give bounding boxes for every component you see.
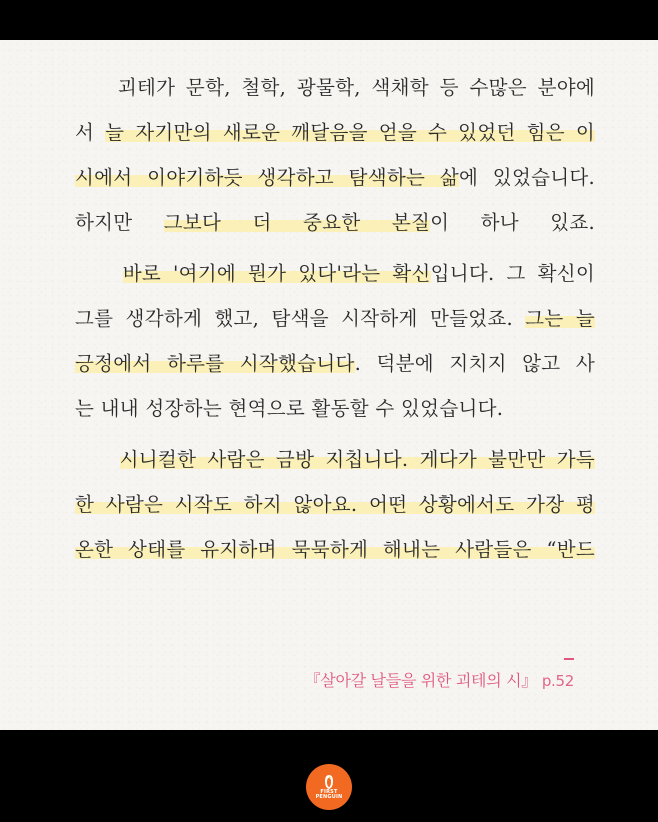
highlighted-text: 그는 늘 bbox=[525, 307, 595, 330]
highlighted-text: 시에서 이야기하듯 생각하고 탐색하는 삶 bbox=[75, 166, 459, 189]
source-page-number: p.52 bbox=[541, 672, 574, 690]
body-text: 괴테가 문학, 철학, 광물학, 색채학 등 수많은 분야에 bbox=[75, 76, 595, 99]
highlighted-text: 시니컬한 사람은 금방 지칩니다. 게다가 불만만 가득 bbox=[119, 448, 595, 471]
body-text: 에 있었습니다. bbox=[459, 166, 595, 189]
highlighted-text: 늘 자기만의 새로운 깨달음을 얻을 수 있었던 힘은 이 bbox=[105, 121, 595, 144]
source-dash bbox=[564, 658, 574, 660]
text-line bbox=[75, 155, 595, 200]
body-text: . 덕분에 지치지 않고 사 bbox=[354, 352, 595, 375]
text-line bbox=[75, 437, 595, 482]
text-line bbox=[75, 482, 595, 527]
paragraph-3 bbox=[75, 437, 595, 572]
penguin-icon bbox=[322, 774, 336, 790]
highlighted-text: 한 사람은 시작도 하지 않아요. 어떤 상황에서도 가장 평 bbox=[75, 493, 595, 516]
body-text bbox=[75, 262, 123, 285]
source-citation bbox=[305, 668, 574, 691]
logo-line-2: PENGUIN bbox=[315, 794, 343, 800]
text-line bbox=[75, 65, 595, 110]
text-line bbox=[75, 296, 595, 341]
body-text: 서 bbox=[75, 121, 106, 144]
highlighted-text: 온한 상태를 유지하며 묵묵하게 해내는 사람들은 “반드 bbox=[75, 538, 595, 561]
body-text: 는 내내 성장하는 현역으로 활동할 수 있었습니다. bbox=[75, 397, 504, 420]
text-line bbox=[75, 386, 595, 431]
body-text: 그를 생각하게 했고, 탐색을 시작하게 만들었죠. bbox=[75, 307, 526, 330]
text-line bbox=[75, 200, 595, 245]
first-penguin-logo bbox=[306, 764, 352, 810]
body-text: 이 하나 있죠. bbox=[430, 211, 595, 234]
source-book-title: 『살아갈 날들을 위한 괴테의 시』 bbox=[304, 671, 538, 690]
highlighted-text: 긍정에서 하루를 시작했습니다 bbox=[75, 352, 355, 375]
top-black-bar bbox=[0, 0, 658, 40]
text-line bbox=[75, 110, 595, 155]
text-line bbox=[75, 527, 595, 572]
body-text bbox=[75, 448, 120, 471]
body-text: 하지만 bbox=[75, 211, 164, 234]
paragraph-1 bbox=[75, 65, 595, 245]
highlighted-text: 그보다 더 중요한 본질 bbox=[163, 211, 431, 234]
paragraph-2 bbox=[75, 251, 595, 431]
text-line bbox=[75, 341, 595, 386]
logo-text bbox=[316, 790, 343, 801]
logo-line-1: FIRST bbox=[320, 788, 338, 795]
text-line bbox=[75, 251, 595, 296]
highlighted-text: 바로 '여기에 뭔가 있다'라는 확신 bbox=[122, 262, 431, 285]
body-text: 입니다. 그 확신이 bbox=[430, 262, 595, 285]
